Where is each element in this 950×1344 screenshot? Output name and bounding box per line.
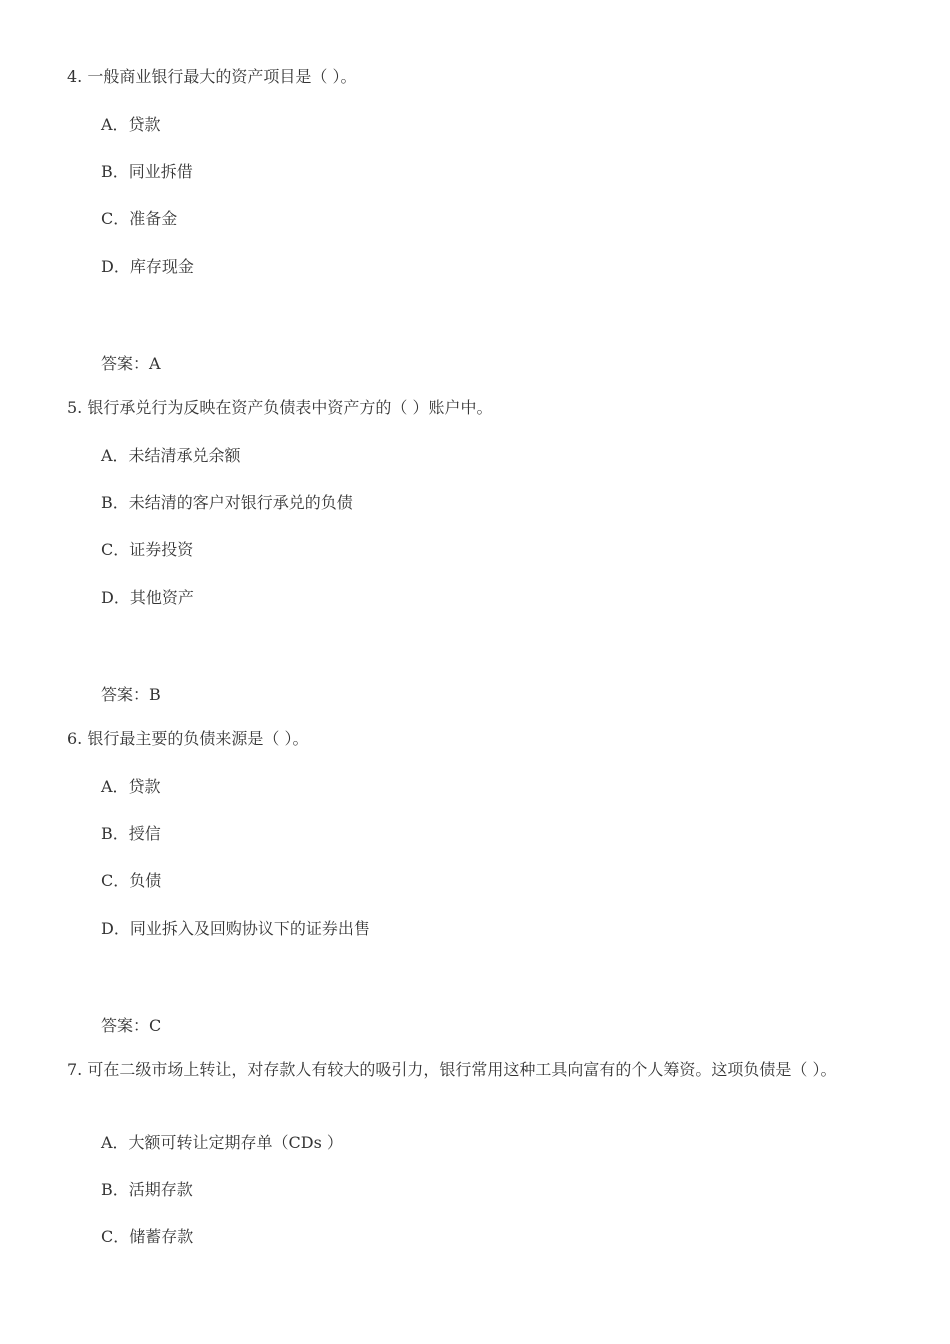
question-4-answer: 答案：A	[101, 354, 161, 373]
question-6: 6. 银行最主要的负债来源是（ ）。	[67, 729, 309, 748]
question-6-option-a: A．贷款	[101, 777, 161, 796]
question-4-option-d: D．库存现金	[101, 257, 194, 276]
question-7-option-b: B．活期存款	[101, 1180, 193, 1199]
question-5: 5. 银行承兑行为反映在资产负债表中资产方的（ ）账户中。	[67, 398, 493, 417]
question-4-option-a: A．贷款	[101, 115, 161, 134]
question-7-option-c: C．储蓄存款	[101, 1227, 194, 1246]
question-7-option-a: A．大额可转让定期存单（CDs ）	[101, 1133, 343, 1152]
question-5-option-c: C．证券投资	[101, 540, 194, 559]
question-5-option-a: A．未结清承兑余额	[101, 446, 241, 465]
question-4-option-b: B．同业拆借	[101, 162, 193, 181]
question-6-option-c: C．负债	[101, 871, 162, 890]
question-5-option-d: D．其他资产	[101, 588, 194, 607]
question-7: 7. 可在二级市场上转让，对存款人有较大的吸引力，银行常用这种工具向富有的个人筹资。这项负债是（ ）。	[67, 1060, 837, 1079]
question-5-option-b: B．未结清的客户对银行承兑的负债	[101, 493, 353, 512]
question-4: 4. 一般商业银行最大的资产项目是（ ）。	[67, 67, 357, 86]
question-6-answer: 答案：C	[101, 1016, 162, 1035]
question-6-option-d: D．同业拆入及回购协议下的证券出售	[101, 919, 370, 938]
question-6-option-b: B．授信	[101, 824, 161, 843]
question-5-answer: 答案：B	[101, 685, 161, 704]
question-4-option-c: C．准备金	[101, 209, 178, 228]
